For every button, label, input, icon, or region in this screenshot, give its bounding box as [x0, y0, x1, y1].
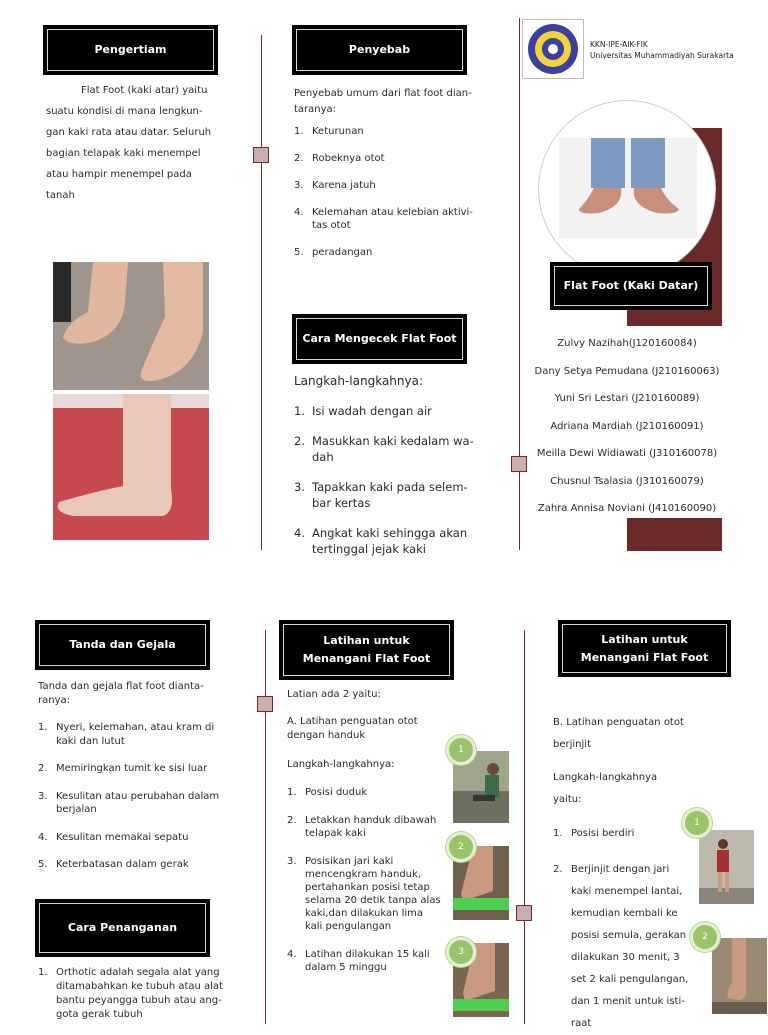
author-name: Meilla Dewi Widiawati (J310160078) — [536, 448, 718, 459]
latihan-a-title: Latihan untuk Menangani Flat Foot — [302, 634, 431, 665]
list-item: 4. Latihan dilakukan 15 kali dalam 5 minggu — [287, 949, 430, 973]
latihan-a-subtitle: A. Latihan penguatan otot dengan handuk — [287, 716, 418, 741]
list-item: 3. Karena jatuh — [294, 180, 376, 191]
maroon-block-bottom — [627, 518, 722, 551]
latihan-b-steps-label: Langkah-langkahnya yaitu: — [553, 772, 658, 805]
penyebab-list — [294, 125, 479, 259]
divider-square — [253, 147, 269, 163]
author-name: Chusnul Tsalasia (J310160079) — [550, 475, 704, 487]
list-item: 1. Isi wadah dengan air — [294, 404, 432, 418]
list-item: 1. Nyeri, kelemahan, atau kram di kaki dan lutut — [38, 722, 215, 747]
latihan-a-steps-label: Langkah-langkahnya: — [287, 759, 395, 770]
pengertian-title: Pengertiam — [94, 43, 167, 56]
author-name: Dany Setya Pemudana (J210160063) — [534, 365, 720, 377]
cara-cek-intro: Langkah-langkahnya: — [294, 374, 423, 388]
cover-title: Flat Foot (Kaki Datar) — [563, 279, 699, 292]
author-name: Zulvy Nazihah(J120160084) — [557, 338, 697, 349]
step-badge: 2 — [690, 922, 720, 952]
list-item: 1. Orthotic adalah segala alat yang ditamabahkan ke tubuh atau alat bantu peyangga tubuh atau ang-gota gerak tubuh — [38, 967, 223, 1020]
latihan-a-header — [279, 620, 454, 680]
step-badge: 3 — [446, 937, 476, 967]
author-list — [527, 330, 727, 523]
tanda-intro: Tanda dan gejala flat foot dianta-ranya: — [38, 681, 204, 706]
penyebab-title: Penyebab — [348, 43, 411, 56]
list-item: 3. Kesulitan atau perubahan dalam berjalan — [38, 790, 220, 815]
logo-text — [590, 39, 734, 61]
step-badge: 2 — [446, 832, 476, 862]
latihan-b-header — [558, 620, 731, 677]
list-item: 4. Kelemahan atau kelebian aktivi-tas otot — [294, 207, 473, 231]
list-item: 2. Masukkan kaki kedalam wa-dah — [294, 434, 474, 464]
penanganan-list — [38, 966, 223, 1022]
cara-cek-header — [292, 314, 467, 364]
cover-title-header — [550, 262, 712, 310]
author-name: Zahra Annisa Noviani (J410160090) — [537, 503, 717, 514]
tanda-list — [38, 721, 223, 872]
author-name: Adriana Mardiah (J210160091) — [550, 420, 704, 432]
latihan-b-subtitle: B. Latihan penguatan otot berjinjit — [553, 717, 684, 750]
step-badge: 1 — [446, 735, 476, 765]
list-item: 1. Posisi duduk — [287, 787, 368, 798]
university-logo — [522, 19, 584, 79]
list-item: 3. Posisikan jari kaki mencengkram handuk, pertahankan posisi tetap selama 20 detik tanpa alas kaki,dan dilakukan lima kali pengulangan — [287, 856, 441, 932]
logo-line2: Universitas Muhammadiyah Surakarta — [590, 51, 734, 60]
penanganan-header — [35, 899, 210, 957]
tanda-header — [35, 620, 210, 670]
exercise-photo — [712, 938, 767, 1014]
list-item: 4. Kesulitan memakai sepatu — [38, 831, 189, 843]
step-badge: 1 — [682, 808, 712, 838]
list-item: 1. Posisi berdiri — [553, 828, 635, 839]
exercise-photo — [699, 830, 754, 904]
latihan-intro: Latian ada 2 yaitu: — [287, 689, 381, 700]
pengertian-header — [43, 25, 218, 75]
list-item: 2. Letakkan handuk dibawah telapak kaki — [287, 815, 437, 839]
list-item: 2. Berjinjit dengan jari kaki menempel lantai, kemudian kembali ke posisi semula, gerakan dilakukan 30 menit, 3 set 2 kali pengulangan, dan 1 menit untuk isti-raat — [553, 864, 689, 1029]
author-name: Yuni Sri Lestari (J210160089) — [554, 393, 700, 404]
latihan-b-steps — [553, 823, 691, 1035]
cara-cek-title: Cara Mengecek Flat Foot — [302, 332, 457, 345]
penanganan-title: Cara Penanganan — [67, 921, 178, 934]
latihan-a-steps — [287, 786, 442, 974]
cover-photo-circle — [538, 100, 716, 278]
list-item: 2. Memiringkan tumit ke sisi luar — [38, 763, 208, 774]
divider-line — [524, 630, 525, 1024]
foot-photo-top — [53, 262, 209, 390]
pengertian-line1: Flat Foot (kaki atar) yaitu — [81, 85, 208, 96]
pengertian-text — [46, 80, 221, 206]
list-item: 5. Keterbatasan dalam gerak — [38, 859, 189, 870]
list-item: 1. Keturunan — [294, 126, 364, 137]
divider-square — [257, 696, 273, 712]
foot-photo-bottom — [53, 394, 209, 540]
list-item: 2. Robeknya otot — [294, 153, 385, 164]
list-item: 3. Tapakkan kaki pada selem-bar kertas — [294, 480, 468, 510]
divider-line — [265, 630, 266, 1024]
pengertian-rest: suatu kondisi di mana lengkun-gan kaki rata atau datar. Seluruh bagian telapak kaki menempel atau hampir menempel pada tanah — [46, 106, 212, 201]
divider-square — [511, 456, 527, 472]
tanda-title: Tanda dan Gejala — [69, 638, 176, 651]
cara-cek-list — [294, 403, 484, 557]
penyebab-intro: Penyebab umum dari flat foot dian-taranya: — [294, 88, 472, 115]
logo-line1: KKN-IPE-AIK-FIK — [590, 40, 648, 49]
divider-square — [516, 905, 532, 921]
list-item: 5. peradangan — [294, 247, 373, 258]
list-item: 4. Angkat kaki sehingga akan tertinggal jejak kaki — [294, 526, 468, 556]
latihan-b-title: Latihan untuk Menangani Flat Foot — [580, 632, 709, 664]
penyebab-header — [292, 25, 467, 75]
divider-line — [261, 35, 262, 550]
